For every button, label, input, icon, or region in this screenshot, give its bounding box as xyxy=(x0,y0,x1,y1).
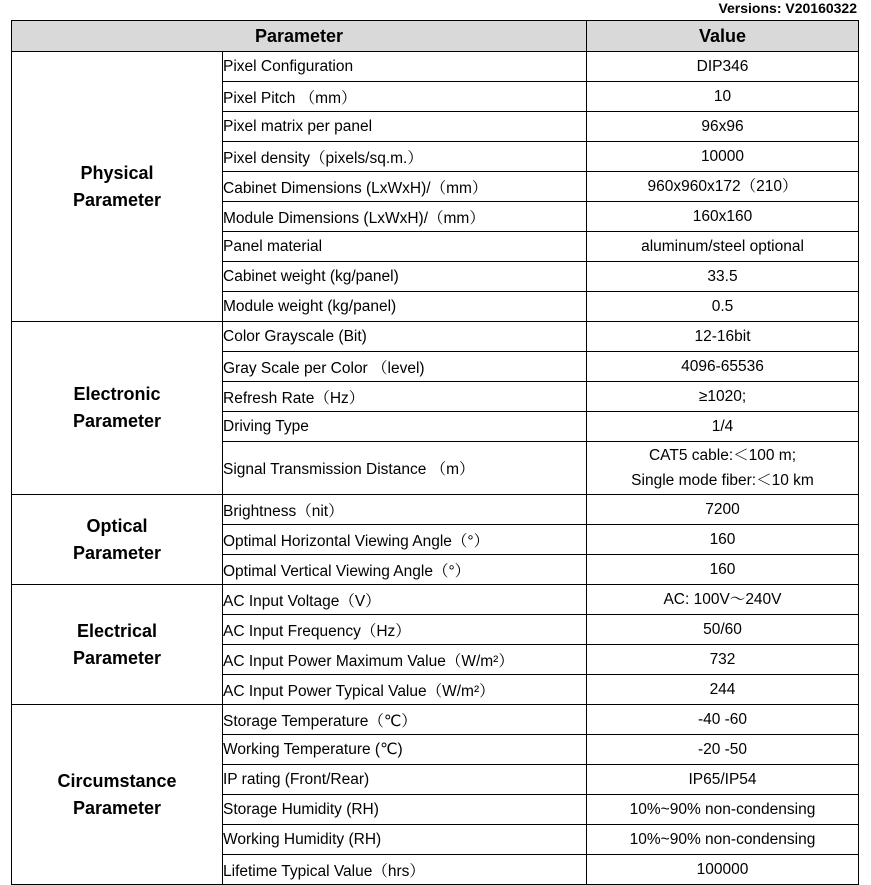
parameter-value-line: 10%~90% non-condensing xyxy=(629,831,816,848)
parameter-value xyxy=(587,232,859,262)
parameter-value xyxy=(587,705,859,735)
group-title-line: Circumstance xyxy=(57,770,177,791)
parameter-name: Color Grayscale (Bit) xyxy=(223,322,587,352)
parameter-value xyxy=(587,172,859,202)
table-row xyxy=(12,585,859,615)
parameter-value-line: 10 xyxy=(713,88,732,105)
parameter-value xyxy=(587,82,859,112)
group-title-line: Physical xyxy=(80,162,154,183)
parameter-value-line: -40 -60 xyxy=(697,711,748,728)
version-label: Versions: V20160322 xyxy=(718,0,857,16)
parameter-name: Working Humidity (RH) xyxy=(223,825,587,855)
parameter-name: Cabinet Dimensions (LxWxH)/（mm） xyxy=(223,172,587,202)
parameter-value xyxy=(587,262,859,292)
parameter-name: Panel material xyxy=(223,232,587,262)
parameter-value-line: 160x160 xyxy=(692,208,753,225)
parameter-value xyxy=(587,292,859,322)
parameter-value xyxy=(587,412,859,442)
parameter-value-line: IP65/IP54 xyxy=(688,771,757,788)
parameter-name: AC Input Frequency（Hz） xyxy=(223,615,587,645)
group-title-line: Electrical xyxy=(76,620,158,641)
parameter-name: Cabinet weight (kg/panel) xyxy=(223,262,587,292)
parameter-value-line: 100000 xyxy=(696,861,749,878)
group-title-line: Parameter xyxy=(72,797,162,818)
parameter-value xyxy=(587,555,859,585)
parameter-name: AC Input Voltage（V） xyxy=(223,585,587,615)
spec-table xyxy=(11,20,859,885)
parameter-value xyxy=(587,442,859,495)
table-row xyxy=(12,52,859,82)
parameter-value-line: 4096-65536 xyxy=(681,358,764,375)
parameter-value-line: 96x96 xyxy=(701,118,744,135)
parameter-name: Signal Transmission Distance （m） xyxy=(223,442,587,495)
parameter-name: Gray Scale per Color （level) xyxy=(223,352,587,382)
parameter-name: Pixel density（pixels/sq.m.） xyxy=(223,142,587,172)
parameter-value xyxy=(587,112,859,142)
parameter-value xyxy=(587,825,859,855)
group-title xyxy=(12,495,223,585)
parameter-value-line: 960x960x172（210） xyxy=(647,178,798,195)
parameter-value xyxy=(587,585,859,615)
parameter-value xyxy=(587,202,859,232)
parameter-value-line: -20 -50 xyxy=(697,741,748,758)
parameter-value-line: 732 xyxy=(709,651,736,668)
parameter-value xyxy=(587,352,859,382)
parameter-value-line: 33.5 xyxy=(707,268,738,285)
parameter-name: IP rating (Front/Rear) xyxy=(223,765,587,795)
parameter-value xyxy=(587,615,859,645)
group-title-line: Optical xyxy=(86,515,148,536)
parameter-value-line: 10000 xyxy=(700,148,745,165)
group-title xyxy=(12,322,223,495)
group-title-line: Parameter xyxy=(72,189,162,210)
parameter-value xyxy=(587,855,859,885)
group-title-line: Electronic xyxy=(73,384,161,404)
parameter-value xyxy=(587,765,859,795)
parameter-value xyxy=(587,645,859,675)
parameter-name: Working Temperature (℃) xyxy=(223,735,587,765)
parameter-value-line: 12-16bit xyxy=(694,328,751,345)
parameter-value xyxy=(587,322,859,352)
parameter-name: Driving Type xyxy=(223,412,587,442)
parameter-value-line: CAT5 cable:＜100 m; xyxy=(648,447,797,464)
parameter-value-line: 1/4 xyxy=(711,418,734,435)
parameter-name: Brightness（nit） xyxy=(223,495,587,525)
value-header: Value xyxy=(587,21,859,52)
parameter-header: Parameter xyxy=(12,21,587,52)
group-title-line: Parameter xyxy=(72,542,162,563)
parameter-value xyxy=(587,52,859,82)
parameter-name: Module weight (kg/panel) xyxy=(223,292,587,322)
parameter-name: Module Dimensions (LxWxH)/（mm） xyxy=(223,202,587,232)
parameter-name: Pixel matrix per panel xyxy=(223,112,587,142)
parameter-value-line: 10%~90% non-condensing xyxy=(629,801,816,818)
parameter-value-line: DIP346 xyxy=(696,58,749,75)
parameter-value-line: 0.5 xyxy=(711,298,734,315)
parameter-value-line: aluminum/steel optional xyxy=(641,238,804,255)
parameter-value-line: 50/60 xyxy=(703,621,742,638)
parameter-name: Optimal Vertical Viewing Angle（°） xyxy=(223,555,587,585)
parameter-name: Storage Humidity (RH) xyxy=(223,795,587,825)
group-title-line: Parameter xyxy=(72,411,162,431)
parameter-name: Lifetime Typical Value（hrs） xyxy=(223,855,587,885)
parameter-name: Pixel Pitch （mm） xyxy=(223,82,587,112)
parameter-value xyxy=(587,795,859,825)
parameter-value-line: Single mode fiber:＜10 km xyxy=(631,472,814,489)
table-row xyxy=(12,705,859,735)
parameter-name: Pixel Configuration xyxy=(223,52,587,82)
group-title xyxy=(12,52,223,322)
table-row xyxy=(12,495,859,525)
parameter-name: Storage Temperature（℃） xyxy=(223,705,587,735)
spec-table-body xyxy=(12,52,859,885)
parameter-value xyxy=(587,142,859,172)
group-title xyxy=(12,585,223,705)
parameter-value-line: 244 xyxy=(709,681,736,698)
parameter-value-line: 160 xyxy=(709,531,736,548)
group-title xyxy=(12,705,223,885)
parameter-name: AC Input Power Maximum Value（W/m²） xyxy=(223,645,587,675)
parameter-value-line: ≥1020; xyxy=(698,388,747,405)
parameter-value-line: 160 xyxy=(709,561,736,578)
parameter-name: AC Input Power Typical Value（W/m²） xyxy=(223,675,587,705)
table-row xyxy=(12,322,859,352)
table-header-row xyxy=(12,21,859,52)
parameter-value-line: 7200 xyxy=(705,501,740,518)
parameter-value xyxy=(587,495,859,525)
parameter-value xyxy=(587,525,859,555)
group-title-line: Parameter xyxy=(72,647,162,668)
parameter-value xyxy=(587,675,859,705)
parameter-value-line: AC: 100V～240V xyxy=(663,591,782,608)
parameter-value xyxy=(587,735,859,765)
parameter-value xyxy=(587,382,859,412)
parameter-name: Refresh Rate（Hz） xyxy=(223,382,587,412)
parameter-name: Optimal Horizontal Viewing Angle（°） xyxy=(223,525,587,555)
